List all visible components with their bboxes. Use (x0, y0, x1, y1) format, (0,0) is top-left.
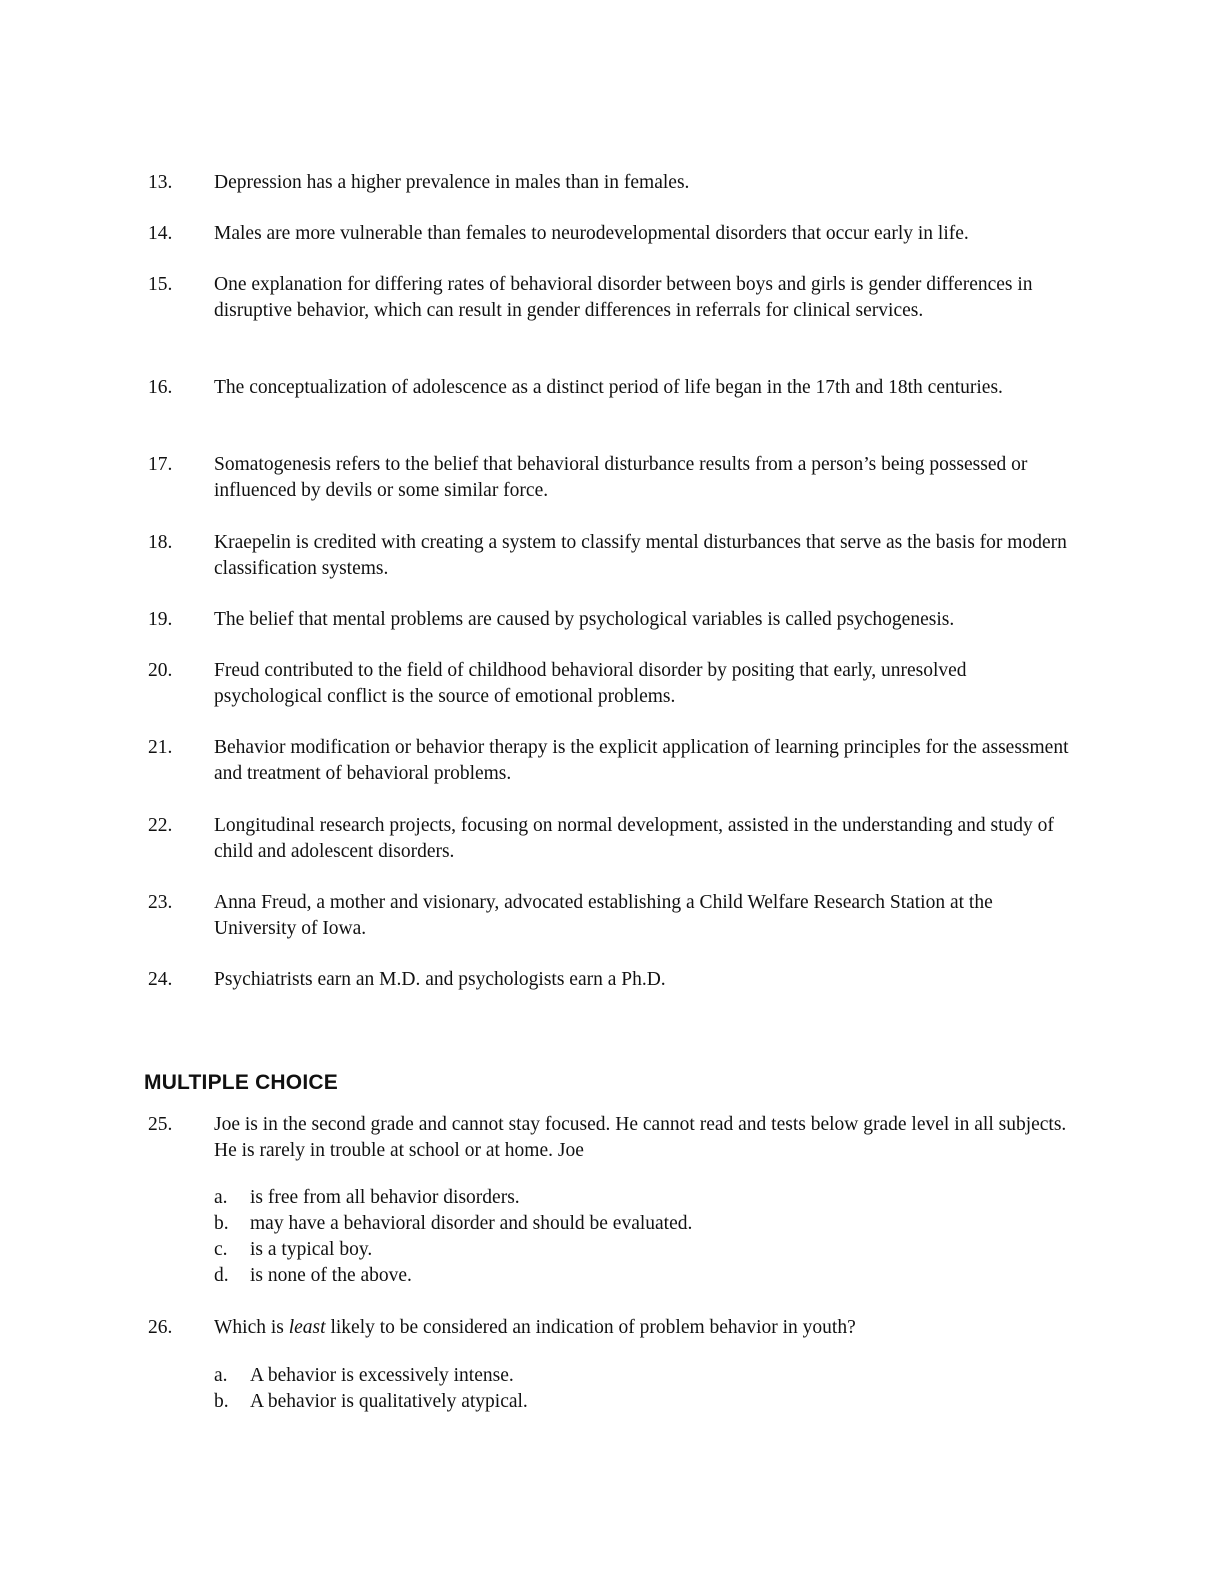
question-number: 25. (148, 1114, 173, 1135)
question-19 (148, 607, 1078, 633)
question-number: 16. (148, 377, 173, 398)
question-25 (148, 1112, 1078, 1164)
question-text: The belief that mental problems are caused by psychological variables is called psychogenesis. (214, 609, 955, 630)
question-text-emphasis: least (288, 1317, 326, 1338)
question-text: Psychiatrists earn an M.D. and psychologists earn a Ph.D. (214, 969, 666, 990)
question-number: 26. (148, 1317, 173, 1338)
question-26 (148, 1315, 1078, 1341)
answer-option (214, 1389, 1074, 1415)
question-text (214, 1315, 1078, 1341)
answer-options-25 (214, 1185, 1074, 1289)
option-letter: b. (214, 1213, 229, 1234)
question-number: 17. (148, 454, 173, 475)
option-letter: d. (214, 1265, 229, 1286)
question-text: Kraepelin is credited with creating a system to classify mental disturbances that serve as the basis for modern classification systems. (214, 532, 1067, 579)
question-21 (148, 735, 1078, 787)
question-text: Somatogenesis refers to the belief that behavioral disturbance results from a person’s being possessed or influenced by devils or some similar force. (214, 454, 1028, 501)
option-text: is a typical boy. (250, 1239, 373, 1260)
question-text-start: Which is (214, 1317, 289, 1338)
question-number: 21. (148, 737, 173, 758)
question-14 (148, 221, 1078, 247)
question-15 (148, 272, 1078, 324)
question-text: One explanation for differing rates of behavioral disorder between boys and girls is gender differences in disruptive behavior, which can result in gender differences in referrals for clinical services. (214, 274, 1033, 321)
question-17 (148, 452, 1078, 504)
question-text: Behavior modification or behavior therapy is the explicit application of learning principles for the assessment and treatment of behavioral problems. (214, 737, 1069, 784)
question-23 (148, 890, 1078, 942)
question-text: Anna Freud, a mother and visionary, advocated establishing a Child Welfare Research Station at the University of Iowa. (214, 892, 993, 939)
question-text: Depression has a higher prevalence in males than in females. (214, 172, 690, 193)
question-number: 22. (148, 815, 173, 836)
answer-option (214, 1211, 1074, 1237)
option-letter: a. (214, 1187, 228, 1208)
question-number: 19. (148, 609, 173, 630)
question-number: 18. (148, 532, 173, 553)
question-number: 24. (148, 969, 173, 990)
answer-option (214, 1363, 1074, 1389)
option-letter: b. (214, 1391, 229, 1412)
answer-option (214, 1237, 1074, 1263)
question-number: 14. (148, 223, 173, 244)
question-22 (148, 813, 1078, 865)
question-16 (148, 375, 1078, 401)
option-text: is free from all behavior disorders. (250, 1187, 520, 1208)
answer-option (214, 1263, 1074, 1289)
question-24 (148, 967, 1078, 993)
option-letter: a. (214, 1365, 228, 1386)
question-text: Joe is in the second grade and cannot stay focused. He cannot read and tests below grade level in all subjects. He is rarely in trouble at school or at home. Joe (214, 1114, 1067, 1161)
option-text: A behavior is excessively intense. (250, 1365, 514, 1386)
question-number: 23. (148, 892, 173, 913)
question-text: Males are more vulnerable than females to neurodevelopmental disorders that occur early in life. (214, 223, 969, 244)
option-text: A behavior is qualitatively atypical. (250, 1391, 528, 1412)
answer-option (214, 1185, 1074, 1211)
question-number: 13. (148, 172, 173, 193)
question-18 (148, 530, 1078, 582)
option-text: may have a behavioral disorder and should be evaluated. (250, 1213, 693, 1234)
question-number: 15. (148, 274, 173, 295)
question-text: Longitudinal research projects, focusing on normal development, assisted in the understanding and study of child and adolescent disorders. (214, 815, 1054, 862)
question-text-end: likely to be considered an indication of problem behavior in youth? (325, 1317, 856, 1338)
answer-options-26 (214, 1363, 1074, 1415)
section-heading: MULTIPLE CHOICE (144, 1071, 338, 1094)
question-20 (148, 658, 1078, 710)
question-text: The conceptualization of adolescence as a distinct period of life began in the 17th and 18th centuries. (214, 377, 1003, 398)
question-13 (148, 170, 1078, 196)
option-text: is none of the above. (250, 1265, 412, 1286)
question-number: 20. (148, 660, 173, 681)
option-letter: c. (214, 1239, 228, 1260)
question-text: Freud contributed to the field of childhood behavioral disorder by positing that early, unresolved psychological conflict is the source of emotional problems. (214, 660, 967, 707)
